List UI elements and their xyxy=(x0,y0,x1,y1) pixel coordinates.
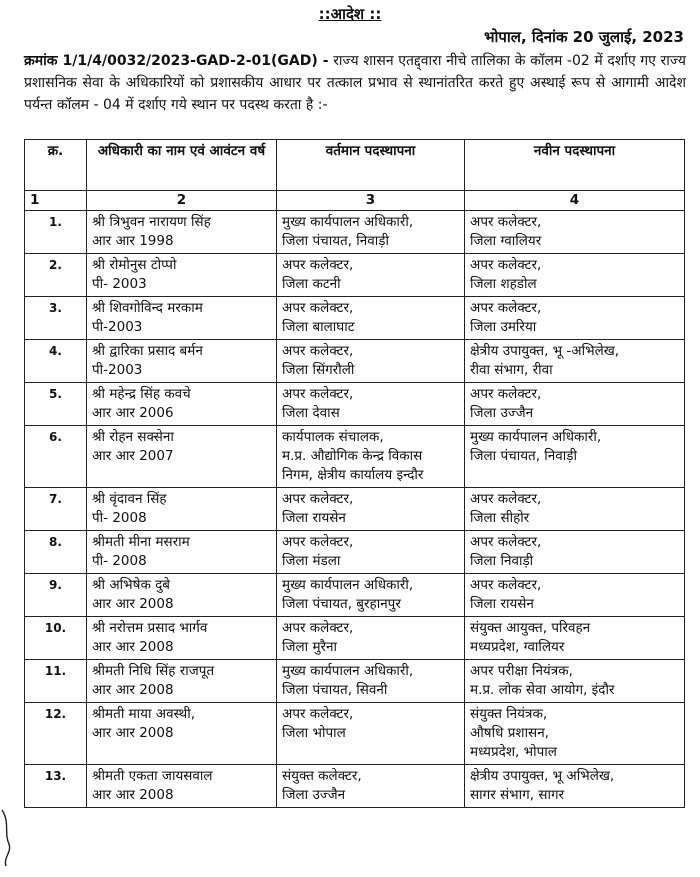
current-posting xyxy=(277,254,465,297)
posting-line: जिला ग्वालियर xyxy=(470,233,542,249)
allotment-batch: आर आर 2008 xyxy=(92,725,174,741)
officer-cell xyxy=(87,617,277,660)
serial-number: 5. xyxy=(25,383,87,426)
officer-name: श्रीमती माया अवस्थी, xyxy=(92,706,196,722)
posting-line: जिला शहडोल xyxy=(470,276,537,292)
posting-line: मुख्य कार्यपालन अधिकारी, xyxy=(282,663,414,679)
current-posting xyxy=(277,211,465,254)
officer-name: श्री द्वारिका प्रसाद बर्मन xyxy=(92,343,203,359)
posting-line: संयुक्त आयुक्त, परिवहन xyxy=(470,620,591,636)
officer-cell xyxy=(87,297,277,340)
posting-line: जिला उज्जैन xyxy=(282,787,346,803)
posting-line: जिला बालाघाट xyxy=(282,319,355,335)
officer-name: श्री रोहन सक्सेना xyxy=(92,429,174,445)
allotment-batch: आर आर 2008 xyxy=(92,682,174,698)
new-posting xyxy=(465,574,685,617)
posting-line: जिला रायसेन xyxy=(470,596,534,612)
posting-line: क्षेत्रीय उपायुक्त, भू अभिलेख, xyxy=(470,768,615,784)
posting-line: मध्यप्रदेश, भोपाल xyxy=(470,744,557,760)
new-posting xyxy=(465,765,685,808)
serial-number: 10. xyxy=(25,617,87,660)
current-posting xyxy=(277,617,465,660)
new-posting xyxy=(465,254,685,297)
column-number: 4 xyxy=(465,191,685,211)
serial-number: 11. xyxy=(25,660,87,703)
officer-cell xyxy=(87,765,277,808)
allotment-batch: पी-2003 xyxy=(92,362,143,378)
posting-line: म.प्र. औद्योगिक केन्द्र विकास xyxy=(282,448,423,464)
posting-line: जिला मुरैना xyxy=(282,639,338,655)
posting-line: अपर कलेक्टर, xyxy=(470,214,542,230)
officer-cell xyxy=(87,426,277,488)
order-reference-number: क्रमांक 1/1/4/0032/2023-GAD-2-01(GAD) - xyxy=(24,53,329,69)
serial-number: 4. xyxy=(25,340,87,383)
column-number: 2 xyxy=(87,191,277,211)
posting-line: अपर कलेक्टर, xyxy=(282,620,354,636)
table-row xyxy=(25,574,685,617)
table-row xyxy=(25,765,685,808)
allotment-batch: आर आर 2008 xyxy=(92,639,174,655)
current-posting xyxy=(277,765,465,808)
serial-number: 9. xyxy=(25,574,87,617)
current-posting xyxy=(277,531,465,574)
officer-name: श्रीमती निधि सिंह राजपूत xyxy=(92,663,215,679)
posting-line: अपर कलेक्टर, xyxy=(282,706,354,722)
serial-number: 3. xyxy=(25,297,87,340)
header-officer-name: अधिकारी का नाम एवं आवंटन वर्ष xyxy=(87,140,277,191)
posting-line: अपर परीक्षा नियंत्रक, xyxy=(470,663,573,679)
current-posting xyxy=(277,426,465,488)
order-intro-paragraph xyxy=(24,50,686,116)
allotment-batch: आर आर 2008 xyxy=(92,787,174,803)
posting-line: मध्यप्रदेश, ग्वालियर xyxy=(470,639,565,655)
column-number-row xyxy=(25,191,685,211)
allotment-batch: आर आर 2006 xyxy=(92,405,174,421)
posting-line: जिला निवाड़ी xyxy=(470,553,534,569)
posting-line: संयुक्त कलेक्टर, xyxy=(282,768,362,784)
allotment-batch: पी- 2008 xyxy=(92,510,147,526)
header-current-posting: वर्तमान पदस्थापना xyxy=(277,140,465,191)
posting-line: संयुक्त नियंत्रक, xyxy=(470,706,548,722)
officer-cell xyxy=(87,703,277,765)
officer-cell xyxy=(87,254,277,297)
posting-line: अपर कलेक्टर, xyxy=(282,491,354,507)
posting-line: जिला उमरिया xyxy=(470,319,537,335)
allotment-batch: पी- 2003 xyxy=(92,276,147,292)
posting-line: अपर कलेक्टर, xyxy=(470,386,542,402)
transfer-table xyxy=(24,139,685,808)
officer-name: श्री वृंदावन सिंह xyxy=(92,491,167,507)
officer-cell xyxy=(87,488,277,531)
new-posting xyxy=(465,383,685,426)
officer-cell xyxy=(87,574,277,617)
column-number: 3 xyxy=(277,191,465,211)
new-posting xyxy=(465,703,685,765)
posting-line: अपर कलेक्टर, xyxy=(282,300,354,316)
posting-line: जिला भोपाल xyxy=(282,725,346,741)
posting-line: अपर कलेक्टर, xyxy=(282,343,354,359)
serial-number: 13. xyxy=(25,765,87,808)
table-row xyxy=(25,340,685,383)
allotment-batch: आर आर 1998 xyxy=(92,233,174,249)
allotment-batch: आर आर 2007 xyxy=(92,448,174,464)
posting-line: अपर कलेक्टर, xyxy=(282,257,354,273)
allotment-batch: आर आर 2008 xyxy=(92,596,174,612)
posting-line: जिला पंचायत, निवाड़ी xyxy=(282,233,390,249)
table-row xyxy=(25,211,685,254)
posting-line: अपर कलेक्टर, xyxy=(282,534,354,550)
officer-cell xyxy=(87,211,277,254)
officer-name: श्री अभिषेक दुबे xyxy=(92,577,170,593)
new-posting xyxy=(465,488,685,531)
posting-line: जिला मंडला xyxy=(282,553,341,569)
new-posting xyxy=(465,211,685,254)
posting-line: निगम, क्षेत्रीय कार्यालय इन्दौर xyxy=(282,467,424,483)
posting-line: जिला पंचायत, सिवनी xyxy=(282,682,388,698)
posting-line: रीवा संभाग, रीवा xyxy=(470,362,553,378)
table-row xyxy=(25,383,685,426)
table-row xyxy=(25,488,685,531)
current-posting xyxy=(277,660,465,703)
serial-number: 2. xyxy=(25,254,87,297)
allotment-batch: पी- 2008 xyxy=(92,553,147,569)
posting-line: जिला पंचायत, निवाड़ी xyxy=(470,448,578,464)
new-posting xyxy=(465,660,685,703)
officer-cell xyxy=(87,383,277,426)
signature-mark xyxy=(0,808,14,868)
posting-line: अपर कलेक्टर, xyxy=(470,257,542,273)
posting-line: जिला सीहोर xyxy=(470,510,530,526)
current-posting xyxy=(277,297,465,340)
current-posting xyxy=(277,703,465,765)
posting-line: अपर कलेक्टर, xyxy=(470,534,542,550)
current-posting xyxy=(277,340,465,383)
posting-line: अपर कलेक्टर, xyxy=(470,491,542,507)
table-row xyxy=(25,531,685,574)
posting-line: क्षेत्रीय उपायुक्त, भू -अभिलेख, xyxy=(470,343,620,359)
table-row xyxy=(25,703,685,765)
officer-cell xyxy=(87,340,277,383)
serial-number: 1. xyxy=(25,211,87,254)
header-serial: क्र. xyxy=(25,140,87,191)
posting-line: जिला सिंगरौली xyxy=(282,362,355,378)
serial-number: 7. xyxy=(25,488,87,531)
order-intro-text: राज्य शासन एतद्द्वारा नीचे तालिका के कॉलम -02 में दर्शाए गए राज्य प्रशासनिक सेवा के अधिकारियों को प्रशासकीय आधार पर तत्काल प्रभाव से स्थानांतरित करते हुए अस्थाई रूप से आगामी आदेश पर्यन्त कॉलम - 04 में दर्शाए गये स्थान पर पदस्थ करता है :- xyxy=(24,53,686,113)
posting-line: अपर कलेक्टर, xyxy=(282,386,354,402)
current-posting xyxy=(277,574,465,617)
posting-line: जिला देवास xyxy=(282,405,340,421)
posting-line: जिला कटनी xyxy=(282,276,341,292)
table-header-row xyxy=(25,140,685,191)
table-row xyxy=(25,254,685,297)
new-posting xyxy=(465,531,685,574)
serial-number: 6. xyxy=(25,426,87,488)
posting-line: मुख्य कार्यपालन अधिकारी, xyxy=(282,214,414,230)
table-row xyxy=(25,297,685,340)
posting-line: म.प्र. लोक सेवा आयोग, इंदौर xyxy=(470,682,615,698)
officer-name: श्री महेन्द्र सिंह कवचे xyxy=(92,386,191,402)
posting-line: अपर कलेक्टर, xyxy=(470,300,542,316)
posting-line: अपर कलेक्टर, xyxy=(470,577,542,593)
table-row xyxy=(25,426,685,488)
posting-line: जिला उज्जैन xyxy=(470,405,534,421)
table-row xyxy=(25,617,685,660)
officer-name: श्री रोमोनुस टोप्पो xyxy=(92,257,177,273)
current-posting xyxy=(277,383,465,426)
new-posting xyxy=(465,297,685,340)
posting-line: जिला पंचायत, बुरहानपुर xyxy=(282,596,401,612)
table-row xyxy=(25,660,685,703)
officer-name: श्री त्रिभुवन नारायण सिंह xyxy=(92,214,211,230)
posting-line: सागर संभाग, सागर xyxy=(470,787,565,803)
posting-line: जिला रायसेन xyxy=(282,510,346,526)
allotment-batch: पी-2003 xyxy=(92,319,143,335)
posting-line: मुख्य कार्यपालन अधिकारी, xyxy=(470,429,602,445)
officer-cell xyxy=(87,660,277,703)
posting-line: मुख्य कार्यपालन अधिकारी, xyxy=(282,577,414,593)
column-number: 1 xyxy=(25,191,87,211)
current-posting xyxy=(277,488,465,531)
officer-name: श्रीमती मीना मसराम xyxy=(92,534,190,550)
new-posting xyxy=(465,340,685,383)
officer-name: श्रीमती एकता जायसवाल xyxy=(92,768,213,784)
officer-name: श्री नरोत्तम प्रसाद भार्गव xyxy=(92,620,208,636)
new-posting xyxy=(465,426,685,488)
place-date: भोपाल, दिनांक 20 जुलाई, 2023 xyxy=(483,28,684,46)
posting-line: कार्यपालक संचालक, xyxy=(282,429,384,445)
header-new-posting: नवीन पदस्थापना xyxy=(465,140,685,191)
posting-line: औषधि प्रशासन, xyxy=(470,725,549,741)
officer-name: श्री शिवगोविन्द मरकाम xyxy=(92,300,203,316)
officer-cell xyxy=(87,531,277,574)
order-heading: ::आदेश :: xyxy=(318,5,382,23)
serial-number: 8. xyxy=(25,531,87,574)
serial-number: 12. xyxy=(25,703,87,765)
new-posting xyxy=(465,617,685,660)
